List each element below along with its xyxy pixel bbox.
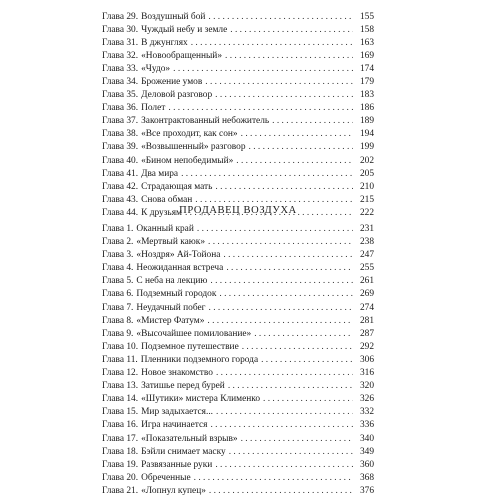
toc-entry bbox=[102, 76, 374, 89]
chapter-title: «Шутики» мистера Клименко bbox=[141, 394, 261, 405]
chapter-title: Оканный край bbox=[136, 224, 194, 234]
toc-entry bbox=[102, 288, 374, 301]
page-number: 186 bbox=[359, 103, 374, 114]
dot-leader bbox=[181, 168, 353, 181]
page-number: 292 bbox=[359, 341, 374, 352]
dot-leader bbox=[194, 472, 353, 485]
page-number: 376 bbox=[359, 485, 374, 496]
page-number: 238 bbox=[359, 237, 374, 248]
toc-entry bbox=[102, 315, 374, 328]
chapter-title: Чуждый небу и земле bbox=[141, 25, 228, 36]
chapter-title: «Бином непобедимый» bbox=[141, 155, 234, 166]
toc-entry bbox=[102, 419, 374, 432]
toc-entry bbox=[102, 354, 374, 367]
chapter-number: Глава 9. bbox=[102, 328, 134, 339]
chapter-number: Глава 10. bbox=[102, 341, 139, 352]
chapter-number: Глава 17. bbox=[102, 433, 139, 444]
dot-leader bbox=[209, 485, 353, 498]
chapter-number: Глава 42. bbox=[102, 181, 139, 192]
toc-entry bbox=[102, 275, 374, 288]
dot-leader bbox=[241, 433, 353, 446]
chapter-number: Глава 33. bbox=[102, 64, 139, 75]
chapter-number: Глава 31. bbox=[102, 38, 139, 49]
chapter-title: Законтрактованный небожитель bbox=[141, 116, 270, 127]
chapter-title: Бэйли снимает маску bbox=[141, 446, 226, 457]
page-number: 189 bbox=[359, 116, 374, 127]
page-number: 155 bbox=[359, 12, 374, 22]
toc-entry bbox=[102, 181, 374, 194]
chapter-number: Глава 11. bbox=[102, 354, 138, 365]
page-number: 163 bbox=[359, 38, 374, 49]
page-number: 179 bbox=[359, 77, 374, 88]
chapter-number: Глава 6. bbox=[102, 289, 134, 300]
chapter-number: Глава 34. bbox=[102, 77, 139, 88]
dot-leader bbox=[168, 102, 353, 115]
dot-leader bbox=[241, 128, 353, 141]
page-number: 202 bbox=[359, 155, 374, 166]
toc-part-1 bbox=[102, 11, 374, 220]
dot-leader bbox=[229, 446, 353, 459]
page-number: 169 bbox=[359, 51, 374, 62]
page-number: 326 bbox=[359, 394, 374, 405]
page-number: 261 bbox=[359, 276, 374, 287]
chapter-number: Глава 14. bbox=[102, 394, 139, 405]
page-number: 269 bbox=[359, 289, 374, 300]
chapter-title: Неожиданная встреча bbox=[136, 263, 224, 274]
chapter-title: Пленники подземного города bbox=[140, 354, 259, 365]
page-number: 247 bbox=[359, 250, 374, 261]
page-number: 231 bbox=[359, 224, 374, 234]
page-number: 320 bbox=[359, 381, 374, 392]
toc-entry bbox=[102, 63, 374, 76]
toc-entry bbox=[102, 393, 374, 406]
chapter-title: «Чудо» bbox=[141, 64, 171, 75]
chapter-number: Глава 38. bbox=[102, 129, 139, 140]
page-number: 158 bbox=[359, 25, 374, 36]
chapter-title: Мир задыхается... bbox=[141, 407, 214, 418]
toc-entry bbox=[102, 141, 374, 154]
toc-entry bbox=[102, 50, 374, 63]
dot-leader bbox=[219, 288, 353, 301]
chapter-title: Полет bbox=[141, 103, 166, 114]
chapter-title: Подземное путешествие bbox=[141, 341, 239, 352]
dot-leader bbox=[210, 419, 353, 432]
chapter-title: Неудачный побег bbox=[136, 302, 206, 313]
page-number: 336 bbox=[359, 420, 374, 431]
toc-entry bbox=[102, 406, 374, 419]
chapter-title: «Мистер Фатум» bbox=[136, 315, 205, 326]
chapter-number: Глава 18. bbox=[102, 446, 139, 457]
page-number: 205 bbox=[359, 168, 374, 179]
toc-entry bbox=[102, 328, 374, 341]
dot-leader bbox=[209, 302, 353, 315]
toc-part-2 bbox=[102, 223, 374, 498]
toc-entry bbox=[102, 249, 374, 262]
toc-entry bbox=[102, 236, 374, 249]
chapter-number: Глава 39. bbox=[102, 142, 139, 153]
chapter-number: Глава 44. bbox=[102, 207, 139, 218]
chapter-number: Глава 19. bbox=[102, 459, 139, 470]
chapter-title: С неба на лекцию bbox=[136, 276, 208, 287]
dot-leader bbox=[207, 315, 353, 328]
page-number: 281 bbox=[359, 315, 374, 326]
page-number: 316 bbox=[359, 368, 374, 379]
chapter-number: Глава 32. bbox=[102, 51, 139, 62]
chapter-number: Глава 43. bbox=[102, 194, 139, 205]
dot-leader bbox=[261, 354, 353, 367]
chapter-title: «Показательный взрыв» bbox=[141, 433, 238, 444]
page-number: 287 bbox=[359, 328, 374, 339]
dot-leader bbox=[236, 155, 353, 168]
page-number: 174 bbox=[359, 64, 374, 75]
page-number: 210 bbox=[359, 181, 374, 192]
chapter-title: Деловой разговор bbox=[141, 90, 213, 101]
chapter-number: Глава 20. bbox=[102, 472, 139, 483]
toc-entry bbox=[102, 446, 374, 459]
page-number: 306 bbox=[359, 354, 374, 365]
chapter-number: Глава 12. bbox=[102, 368, 139, 379]
chapter-number: Глава 4. bbox=[102, 263, 134, 274]
chapter-number: Глава 5. bbox=[102, 276, 134, 287]
dot-leader bbox=[263, 393, 353, 406]
toc-entry bbox=[102, 223, 374, 236]
chapter-number: Глава 13. bbox=[102, 381, 139, 392]
dot-leader bbox=[215, 89, 353, 102]
toc-entry bbox=[102, 115, 374, 128]
chapter-title: Обреченные bbox=[141, 472, 191, 483]
page-number: 360 bbox=[359, 459, 374, 470]
page-number: 349 bbox=[359, 446, 374, 457]
dot-leader bbox=[254, 328, 353, 341]
page-number: 368 bbox=[359, 472, 374, 483]
toc-entry bbox=[102, 24, 374, 37]
chapter-number: Глава 7. bbox=[102, 302, 134, 313]
chapter-title: Два мира bbox=[141, 168, 179, 179]
chapter-number: Глава 16. bbox=[102, 420, 139, 431]
chapter-title: Новое знакомство bbox=[141, 368, 213, 379]
chapter-number: Глава 15. bbox=[102, 407, 139, 418]
dot-leader bbox=[242, 341, 353, 354]
chapter-title: «Высочайшее помилование» bbox=[136, 328, 252, 339]
chapter-title: Подземный городок bbox=[136, 289, 217, 300]
dot-leader bbox=[226, 262, 353, 275]
chapter-title: Страдающая мать bbox=[141, 181, 213, 192]
toc-entry bbox=[102, 380, 374, 393]
chapter-number: Глава 37. bbox=[102, 116, 139, 127]
dot-leader bbox=[272, 115, 353, 128]
page-number: 199 bbox=[359, 142, 374, 153]
chapter-title: Снова обман bbox=[141, 194, 193, 205]
dot-leader bbox=[216, 367, 353, 380]
toc-entry bbox=[102, 11, 374, 24]
dot-leader bbox=[228, 380, 353, 393]
chapter-title: В джунглях bbox=[141, 38, 188, 49]
toc-entry bbox=[102, 459, 374, 472]
page-number: 274 bbox=[359, 302, 374, 313]
toc-entry bbox=[102, 168, 374, 181]
chapter-number: Глава 36. bbox=[102, 103, 139, 114]
toc-entry bbox=[102, 341, 374, 354]
chapter-title: Игра начинается bbox=[141, 420, 208, 431]
toc-entry bbox=[102, 37, 374, 50]
dot-leader bbox=[216, 406, 353, 419]
toc-entry bbox=[102, 102, 374, 115]
chapter-title: К друзьям bbox=[141, 207, 182, 218]
chapter-title: «Возвышенный» разговор bbox=[141, 142, 246, 153]
page-number: 183 bbox=[359, 90, 374, 101]
dot-leader bbox=[208, 236, 353, 249]
chapter-title: Затишье перед бурей bbox=[141, 381, 225, 392]
chapter-number: Глава 40. bbox=[102, 155, 139, 166]
chapter-number: Глава 30. bbox=[102, 25, 139, 36]
page-number: 340 bbox=[359, 433, 374, 444]
dot-leader bbox=[215, 181, 353, 194]
chapter-number: Глава 3. bbox=[102, 250, 134, 261]
dot-leader bbox=[230, 24, 353, 37]
dot-leader bbox=[249, 141, 353, 154]
dot-leader bbox=[210, 275, 353, 288]
page-number: 332 bbox=[359, 407, 374, 418]
toc-entry bbox=[102, 262, 374, 275]
toc-entry bbox=[102, 302, 374, 315]
chapter-title: «Все проходит, как сон» bbox=[141, 129, 238, 140]
dot-leader bbox=[208, 11, 353, 24]
page-number: 222 bbox=[359, 207, 374, 218]
toc-entry bbox=[102, 155, 374, 168]
toc-entry bbox=[102, 485, 374, 498]
dot-leader bbox=[205, 76, 353, 89]
page-number: 194 bbox=[359, 129, 374, 140]
chapter-title: «Ноздря» Ай-Тойона bbox=[136, 250, 221, 261]
dot-leader bbox=[173, 63, 353, 76]
toc-entry bbox=[102, 433, 374, 446]
chapter-title: «Лопнул купец» bbox=[141, 485, 206, 496]
toc-entry bbox=[102, 367, 374, 380]
dot-leader bbox=[197, 223, 353, 236]
chapter-title: Воздушный бой bbox=[141, 12, 206, 22]
dot-leader bbox=[191, 37, 353, 50]
chapter-title: Развязанные руки bbox=[141, 459, 213, 470]
page-number: 255 bbox=[359, 263, 374, 274]
chapter-number: Глава 41. bbox=[102, 168, 139, 179]
chapter-title: Брожение умов bbox=[141, 77, 203, 88]
chapter-number: Глава 2. bbox=[102, 237, 134, 248]
toc-entry bbox=[102, 89, 374, 102]
chapter-number: Глава 21. bbox=[102, 485, 139, 496]
dot-leader bbox=[215, 459, 353, 472]
chapter-title: «Новообращенный» bbox=[141, 51, 223, 62]
chapter-number: Глава 1. bbox=[102, 224, 134, 234]
chapter-number: Глава 8. bbox=[102, 315, 134, 326]
section-heading: ПРОДАВЕЦ ВОЗДУХА bbox=[179, 205, 297, 216]
chapter-number: Глава 29. bbox=[102, 12, 139, 22]
page-number: 215 bbox=[359, 194, 374, 205]
chapter-title: «Мертвый каюк» bbox=[136, 237, 206, 248]
toc-entry bbox=[102, 472, 374, 485]
chapter-number: Глава 35. bbox=[102, 90, 139, 101]
dot-leader bbox=[223, 249, 353, 262]
toc-entry bbox=[102, 128, 374, 141]
dot-leader bbox=[225, 50, 353, 63]
